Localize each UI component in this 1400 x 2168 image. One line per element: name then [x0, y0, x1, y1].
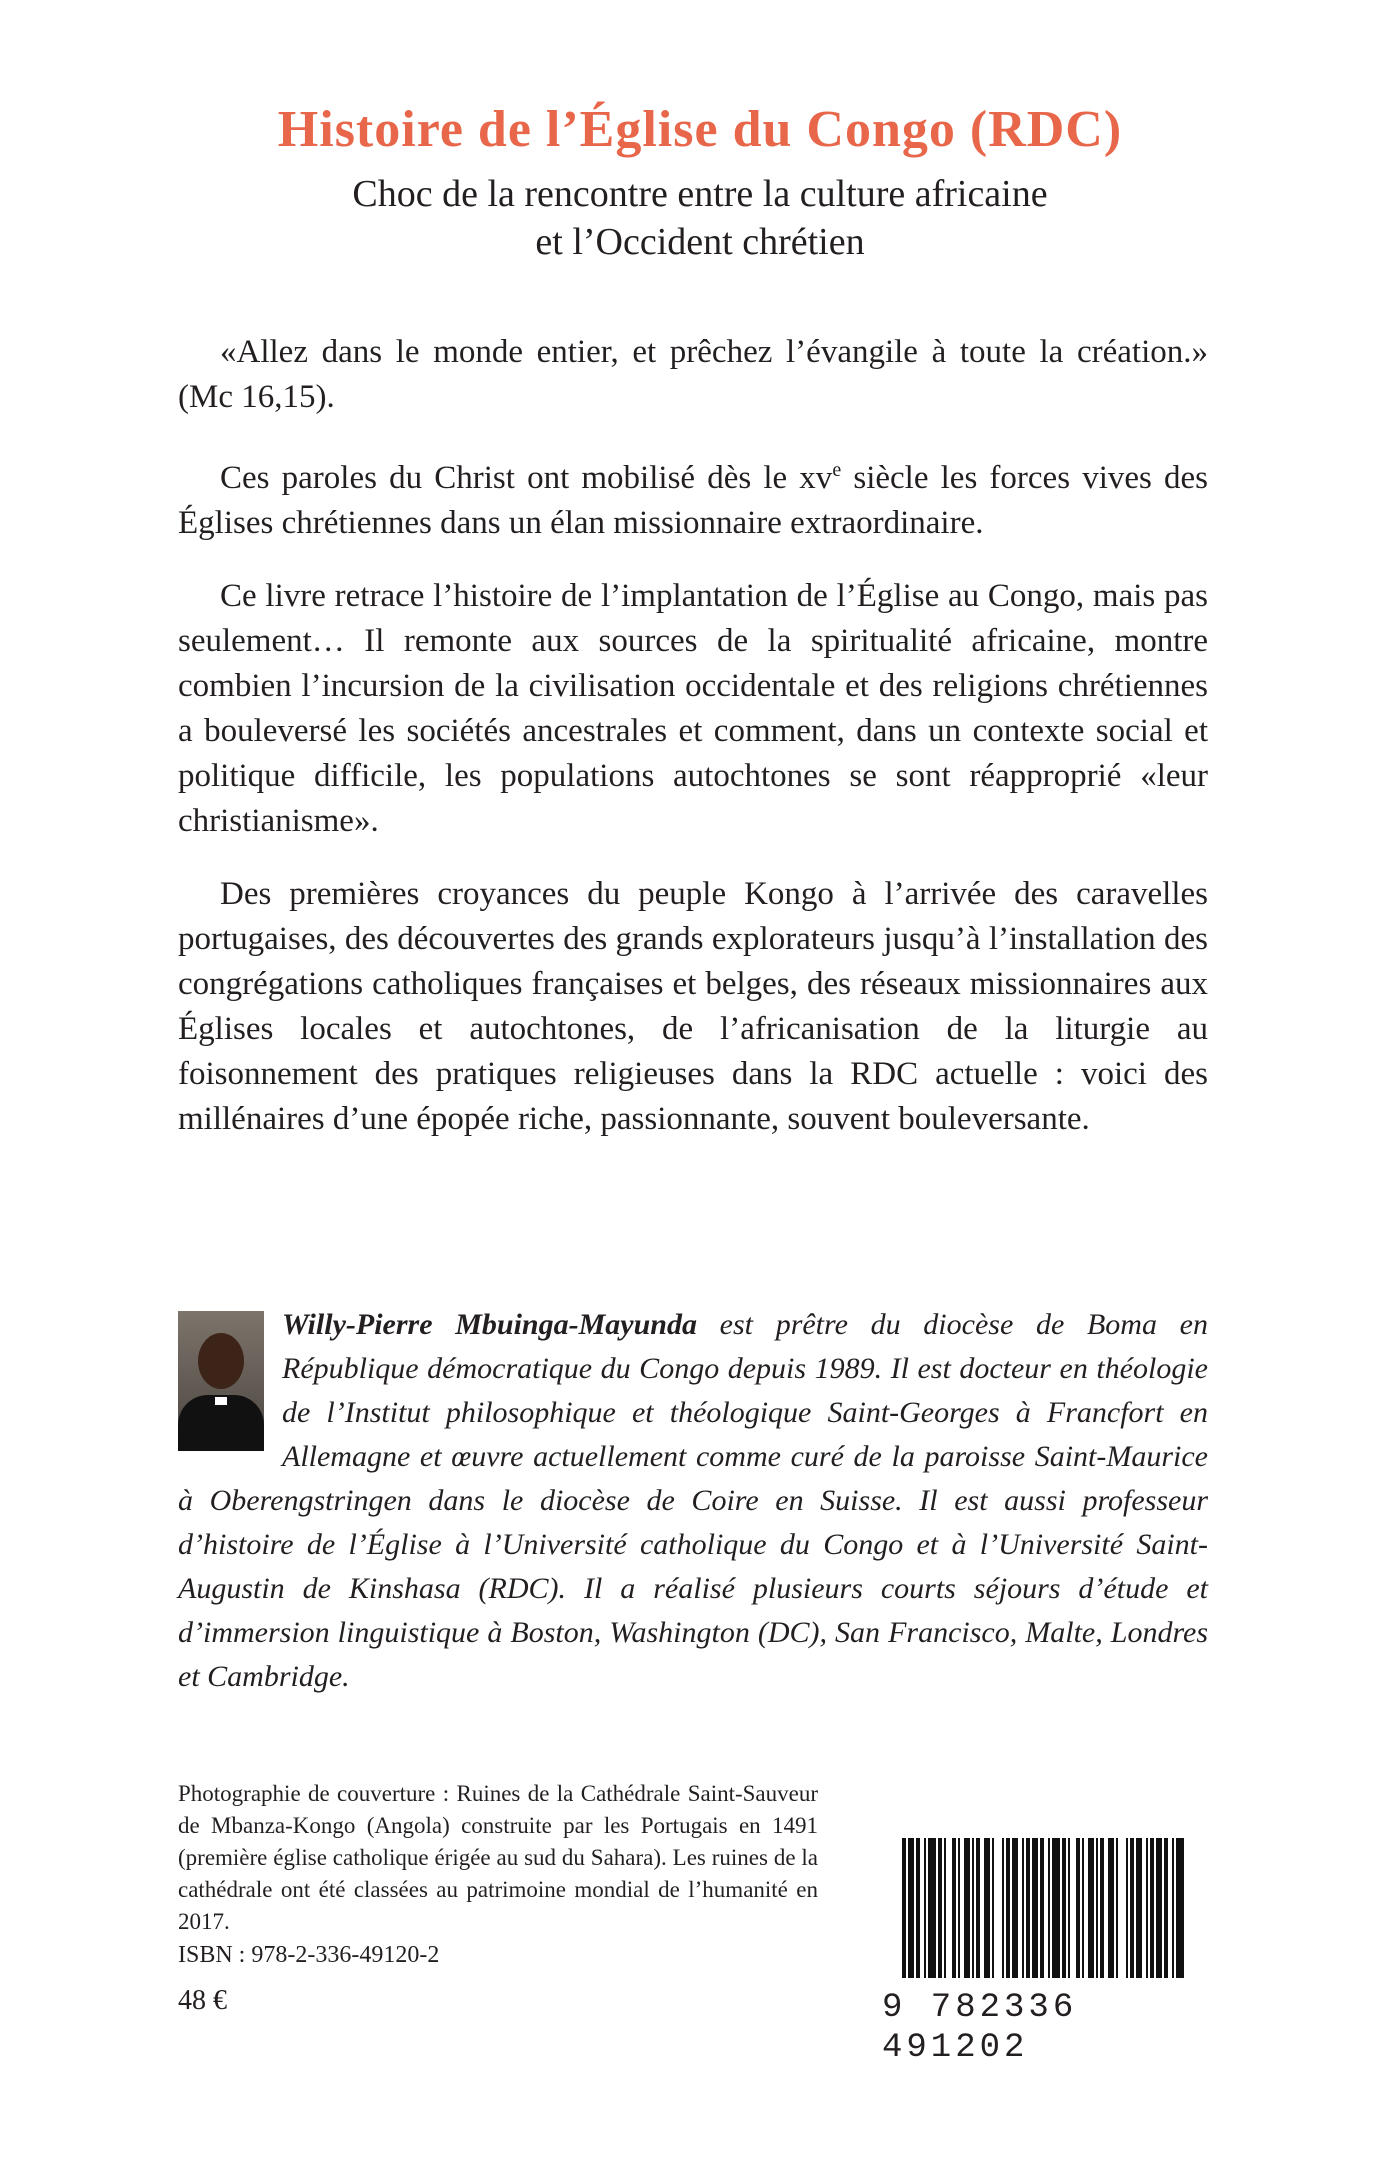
- blurb-paragraph-1: [178, 448, 1208, 546]
- blurb-paragraph-3: Des premières croyances du peuple Kongo à l’arrivée des caravelles portugaises, des découvertes des grands explorateurs jusqu’à l’installation des congrégations catholiques françaises et belges, des réseaux missionnaires aux Églises locales et autochtones, de l’africanisation de la liturgie au foisonnement des pratiques religieuses dans la RDC actuelle : voici des millénaires d’une épopée riche, passionnante, souvent bouleversante.: [178, 876, 1208, 1137]
- author-bio: [178, 1303, 1208, 1699]
- author-bio-body: est prêtre du diocèse de Boma en République démocratique du Congo depuis 1989. Il est docteur en théologie de l’Institut philosophique et théologique Saint-Georges à Francfort en Allemagne et œuvre actuellement comme curé de la paroisse Saint-Maurice à Oberengstringen dans le diocèse de Coire en Suisse. Il est aussi professeur d’histoire de l’Église à l’Université catholique du Congo et à l’Université Saint-Augustin de Kinshasa (RDC). Il a réalisé plusieurs courts séjours d’étude et d’immersion linguistique à Boston, Washington (DC), San Francisco, Malte, Londres et Cambridge.: [178, 1308, 1208, 1693]
- author-bio-text: [178, 1303, 1208, 1699]
- para1-text-a: Ces paroles du Christ ont mobilisé dès le xv: [220, 460, 833, 496]
- subtitle-line-1: Choc de la rencontre entre la culture africaine: [352, 173, 1048, 215]
- barcode: [882, 1838, 1200, 2067]
- century-superscript: e: [832, 459, 842, 481]
- price: 48 €: [178, 1985, 227, 2016]
- author-photo: [178, 1311, 264, 1451]
- bible-quote: «Allez dans le monde entier, et prêchez l’évangile à toute la création.» (Mc 16,15).: [178, 334, 1208, 415]
- blurb: [178, 330, 1208, 1170]
- cover-photo-credit: Photographie de couverture : Ruines de la Cathédrale Saint-Sauveur de Mbanza-Kongo (Angola) construite par les Portugais en 1491 (première église catholique érigée au sud du Sahara). Les ruines de la cathédrale ont été classées au patrimoine mondial de l’humanité en 2017.: [178, 1781, 818, 1934]
- book-title: Histoire de l’Église du Congo (RDC): [277, 101, 1123, 158]
- blurb-paragraph-2: Ce livre retrace l’histoire de l’implantation de l’Église au Congo, mais pas seulement… Il remonte aux sources de la spiritualité africaine, montre combien l’incursion de la civilisation occidentale et des religions chrétiennes a bouleversé les sociétés ancestrales et comment, dans un contexte social et politique difficile, les populations autochtones se sont réapproprié «leur christianisme».: [178, 578, 1208, 839]
- barcode-bars: [882, 1838, 1200, 1988]
- barcode-digits: 9 782336 491202: [882, 1989, 1078, 2067]
- isbn: ISBN : 978-2-336-49120-2: [178, 1942, 440, 1968]
- subtitle-line-2: et l’Occident chrétien: [535, 221, 865, 263]
- book-subtitle: [0, 170, 1400, 266]
- author-name: Willy-Pierre Mbuinga-Mayunda: [282, 1308, 697, 1341]
- para1-text-b: siècle les forces vives des Églises chrétiennes dans un élan missionnaire extraordinaire.: [178, 460, 1208, 541]
